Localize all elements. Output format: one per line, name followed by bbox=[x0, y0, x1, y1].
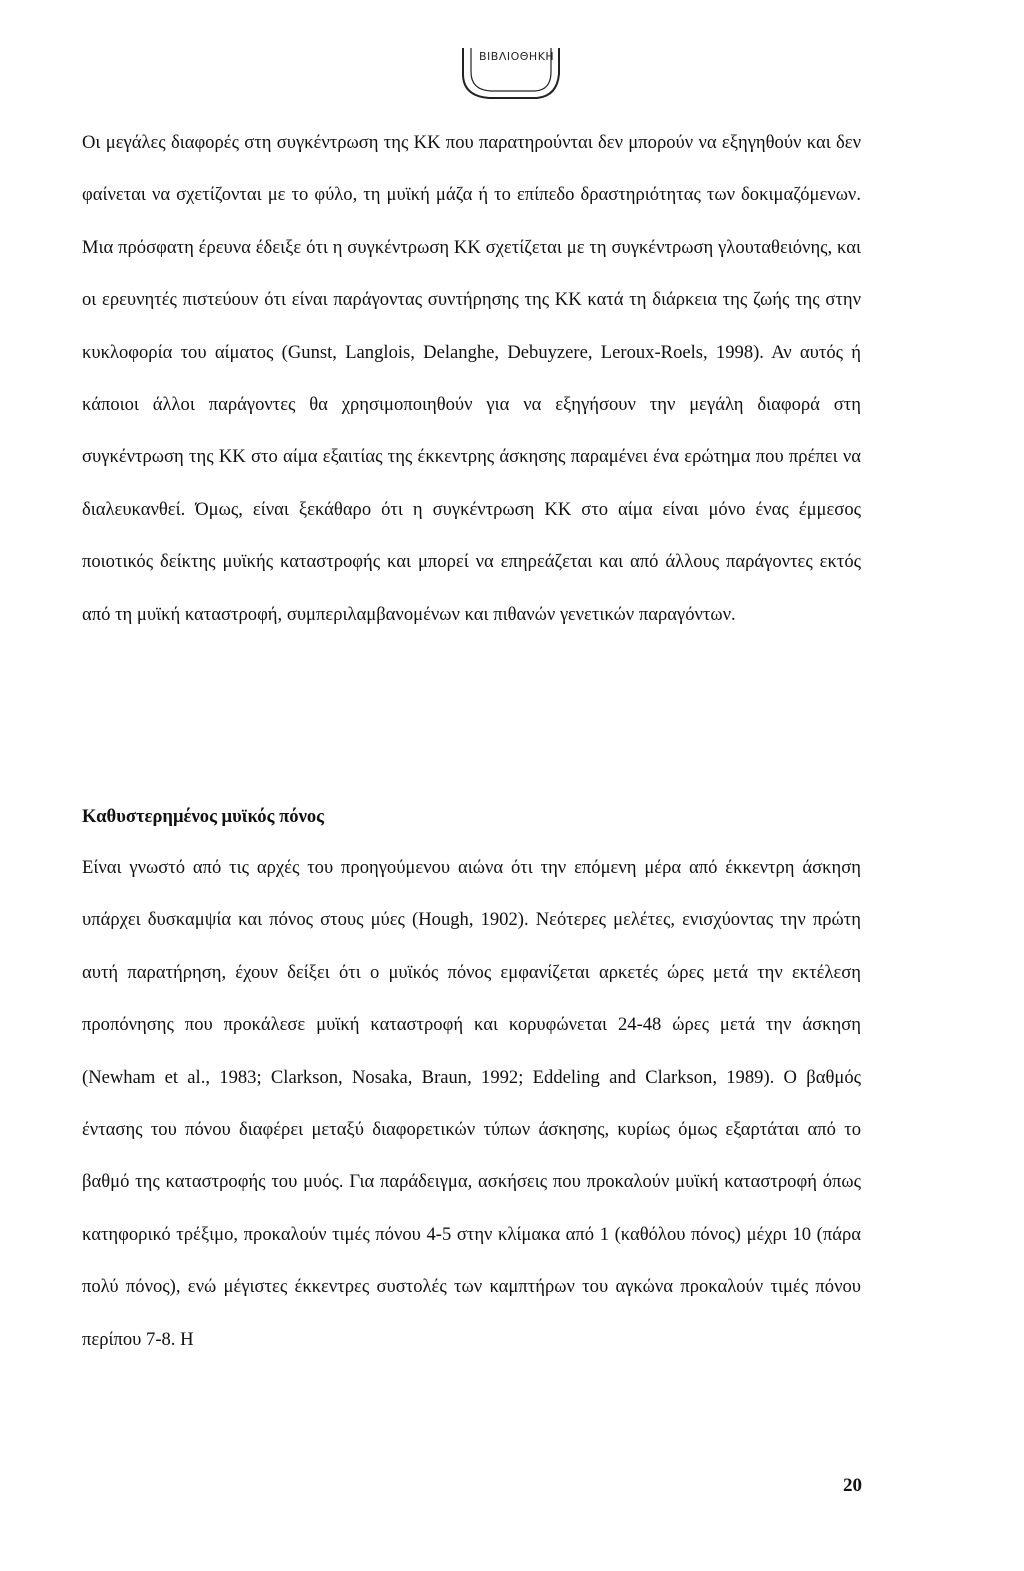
page-number: 20 bbox=[843, 1475, 862, 1496]
library-stamp bbox=[459, 44, 563, 102]
stamp-label: ΒΙΒΛΙΟΘΗΚΗ bbox=[479, 50, 555, 63]
paragraph-muscle-soreness: Είναι γνωστό από τις αρχές του προηγούμενου αιώνα ότι την επόμενη μέρα από έκκεντρη άσκηση υπάρχει δυσκαμψία και πόνος στους μύες (Hough, 1902). Νεότερες μελέτες, ενισχύοντας την πρώτη αυτή παρατήρηση, έχουν δείξει ότι ο μυϊκός πόνος εμφανίζεται αρκετές ώρες μετά την εκτέλεση προπόνησης που προκάλεσε μυϊκή καταστροφή και κορυφώνεται 24-48 ώρες μετά την άσκηση (Newham et al., 1983; Clarkson, Nosaka, Braun, 1992; Eddeling and Clarkson, 1989). Ο βαθμός έντασης του πόνου διαφέρει μεταξύ διαφορετικών τύπων άσκησης, κυρίως όμως εξαρτάται από το βαθμό της καταστροφής του μυός. Για παράδειγμα, ασκήσεις που προκαλούν μυϊκή καταστροφή όπως κατηφορικό τρέξιμο, προκαλούν τιμές πόνου 4-5 στην κλίμακα από 1 (καθόλου πόνος) μέχρι 10 (πάρα πολύ πόνος), ενώ μέγιστες έκκεντρες συστολές των καμπτήρων του αγκώνα προκαλούν τιμές πόνου περίπου 7-8. Η bbox=[82, 857, 862, 1350]
section-heading: Καθυστερημένος μυϊκός πόνος bbox=[82, 806, 325, 827]
paragraph-creatine-kinase: Οι μεγάλες διαφορές στη συγκέντρωση της ΚΚ που παρατηρούνται δεν μπορούν να εξηγηθούν και δεν φαίνεται να σχετίζονται με το φύλο, τη μυϊκή μάζα ή το επίπεδο δραστηριότητας των δοκιμαζόμενων. Μια πρόσφατη έρευνα έδειξε ότι η συγκέντρωση ΚΚ σχετίζεται με τη συγκέντρωση γλουταθειόνης, και οι ερευνητές πιστεύουν ότι είναι παράγοντας συντήρησης της ΚΚ κατά τη διάρκεια της ζωής της στην κυκλοφορία του αίματος (Gunst, Langlois, Delanghe, Debuyzere, Leroux-Roels, 1998). Αν αυτός ή κάποιοι άλλοι παράγοντες θα χρησιμοποιηθούν για να εξηγήσουν την μεγάλη διαφορά στη συγκέντρωση της ΚΚ στο αίμα εξαιτίας της έκκεντρης άσκησης παραμένει ένα ερώτημα που πρέπει να διαλευκανθεί. Όμως, είναι ξεκάθαρο ότι η συγκέντρωση ΚΚ στο αίμα είναι μόνο ένας έμμεσος ποιοτικός δείκτης μυϊκής καταστροφής και μπορεί να επηρεάζεται και από άλλους παράγοντες εκτός από τη μυϊκή καταστροφή, συμπεριλαμβανομένων και πιθανών γενετικών παραγόντων. bbox=[82, 132, 861, 625]
